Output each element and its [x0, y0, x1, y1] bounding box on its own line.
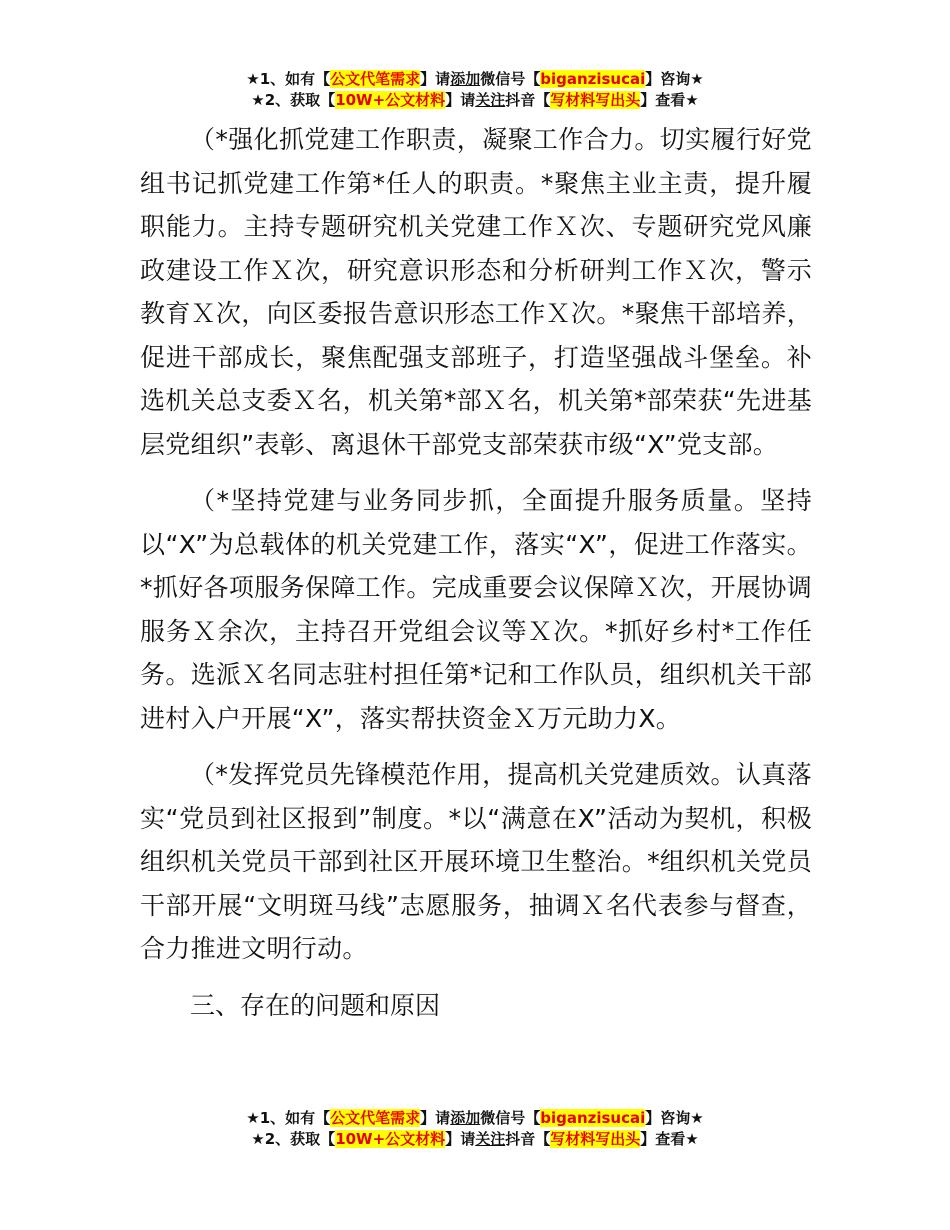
document-body	[140, 118, 812, 1027]
banner-highlight: 10W+公文材料	[335, 1130, 446, 1148]
banner-highlight: 写材料写出头	[550, 1130, 641, 1148]
banner-line-2	[0, 90, 950, 111]
banner-text: ★1、如有【	[246, 70, 331, 88]
banner-text: 】查看★	[640, 91, 699, 109]
banner-highlight: 公文代笔需求	[330, 70, 421, 88]
footer-banner	[0, 1108, 950, 1150]
banner-underlined-text: 关注	[475, 1130, 506, 1148]
banner-text: 】咨询★	[645, 70, 704, 88]
banner-text: 抖音【	[505, 91, 551, 109]
banner-text: 微信号【	[480, 70, 541, 88]
paragraph: （*坚持党建与业务同步抓，全面提升服务质量。坚持以“X”为总载体的机关党建工作，落实“X”，促进工作落实。*抓好各项服务保障工作。完成重要会议保障Ｘ次，开展协调服务Ｘ余次，主持召开党组会议等Ｘ次。*抓好乡村*工作任务。选派Ｘ名同志驻村担任第*记和工作队员，组织机关干部进村入户开展“X”，落实帮扶资金Ｘ万元助力X。	[140, 486, 812, 733]
banner-text: 】请	[445, 91, 476, 109]
banner-highlight: 写材料写出头	[550, 91, 641, 109]
banner-line-2	[0, 1129, 950, 1150]
banner-highlight: 公文代笔需求	[330, 1109, 421, 1127]
banner-text: 】请	[420, 70, 451, 88]
banner-text: ★2、获取【	[251, 91, 336, 109]
paragraph: （*强化抓党建工作职责，凝聚工作合力。切实履行好党组书记抓党建工作第*任人的职责。*聚焦主业主责，提升履职能力。主持专题研究机关党建工作Ｘ次、专题研究党风廉政建设工作Ｘ次，研究意识形态和分析研判工作Ｘ次，警示教育Ｘ次，向区委报告意识形态工作Ｘ次。*聚焦干部培养，促进干部成长，聚焦配强支部班子，打造坚强战斗堡垒。补选机关总支委Ｘ名，机关第*部Ｘ名，机关第*部荣获“先进基层党组织”表彰、离退休干部党支部荣获市级“X”党支部。	[140, 125, 812, 459]
paragraph: （*发挥党员先锋模范作用，提高机关党建质效。认真落实“党员到社区报到”制度。*以“满意在X”活动为契机，积极组织机关党员干部到社区开展环境卫生整治。*组织机关党员干部开展“文明斑马线”志愿服务，抽调Ｘ名代表参与督查，合力推进文明行动。	[140, 760, 812, 963]
banner-highlight: 10W+公文材料	[335, 91, 446, 109]
banner-line-1	[0, 69, 950, 90]
banner-text: 】请	[420, 1109, 451, 1127]
banner-text: 】咨询★	[645, 1109, 704, 1127]
banner-highlight: biganzisucai	[540, 1109, 646, 1127]
banner-line-1	[0, 1108, 950, 1129]
banner-text: ★1、如有【	[246, 1109, 331, 1127]
banner-underlined-text: 添加	[450, 1109, 481, 1127]
section-heading: 三、存在的问题和原因	[190, 990, 441, 1020]
header-banner	[0, 69, 950, 111]
banner-text: 】查看★	[640, 1130, 699, 1148]
banner-text: 微信号【	[480, 1109, 541, 1127]
banner-highlight: biganzisucai	[540, 70, 646, 88]
banner-underlined-text: 关注	[475, 91, 506, 109]
banner-underlined-text: 添加	[450, 70, 481, 88]
banner-text: 抖音【	[505, 1130, 551, 1148]
banner-text: ★2、获取【	[251, 1130, 336, 1148]
banner-text: 】请	[445, 1130, 476, 1148]
